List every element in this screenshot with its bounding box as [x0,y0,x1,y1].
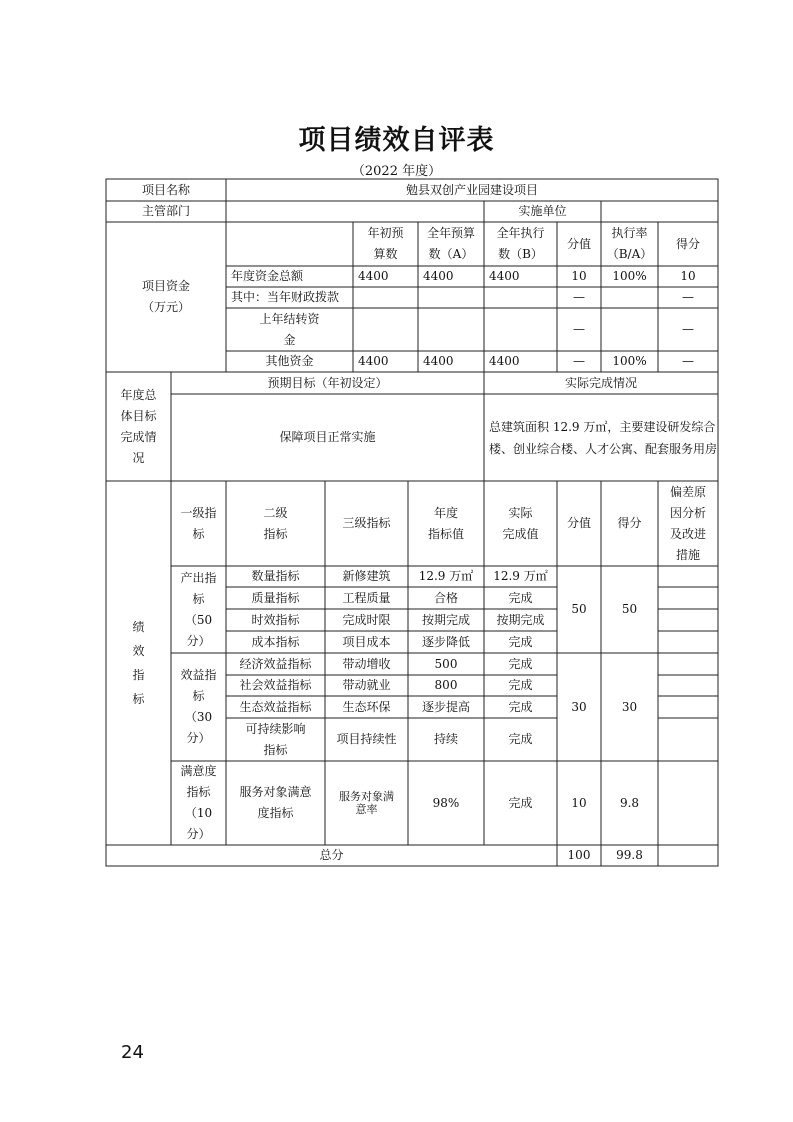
funds-row-rate [601,308,658,351]
indicator-level2: 数量指标 [251,569,300,583]
funds-row-initial: 4400 [358,354,389,368]
indicator-level3: 完成时限 [342,612,391,627]
funds-header-initial: 年初预 算数 [367,226,404,261]
goals-expected-header: 预期目标（年初设定） [267,375,388,390]
indicator-annual: 按期完成 [421,612,470,627]
indicator-actual: 完成 [508,795,533,810]
indicator-level2: 质量指标 [251,590,300,605]
funds-header-rate: 执行率 （B/A） [606,226,653,261]
indicator-level2: 经济效益指标 [239,656,312,671]
funds-row-initial [353,308,418,351]
total-label: 总分 [319,848,344,862]
funds-label: 项目资金 （万元） [141,279,190,314]
indicator-level3: 生态环保 [342,699,391,714]
funds-row-budget: 4400 [423,269,454,283]
funds-row-score: — [682,322,694,336]
indicator-actual: 完成 [508,678,533,692]
funds-row-rate [601,287,658,308]
group-level1-benefit: 效益指 标 （30 分） [180,668,217,745]
funds-row-score-value: — [573,354,585,368]
unit-label: 实施单位 [518,204,567,218]
indicator-annual: 500 [434,656,458,671]
header-level1: 一级指 标 [180,505,217,541]
header-actual: 实际 完成值 [502,505,539,541]
indicator-actual: 完成 [508,634,533,649]
project-name-value: 勉县双创产业园建设项目 [405,182,538,197]
funds-row-label: 其中：当年财政拨款 [231,290,340,304]
indicator-level3: 服务对象满 意率 [339,790,394,816]
indicator-annual: 逐步提高 [421,699,470,714]
group-score-value: 50 [571,602,587,616]
goals-actual-header: 实际完成情况 [564,375,637,390]
funds-header-score-value: 分值 [566,236,591,251]
header-level3: 三级指标 [342,516,391,530]
page-subtitle: （2022 年度） [351,164,442,179]
indicator-actual: 完成 [508,590,533,605]
group-score: 30 [621,699,638,714]
funds-row-score: 10 [680,269,696,283]
goals-label: 年度总 体目标 完成情 况 [120,387,157,465]
unit-value [601,201,718,222]
goals-actual: 总建筑面积 12.9 万㎡，主要建设研发综合楼、创业综合楼、人才公寓、配套服务用房 [489,419,718,456]
funds-row-score-value: — [573,322,585,336]
goals-expected: 保障项目正常实施 [279,430,376,444]
group-score-value: 30 [571,699,587,714]
indicator-actual: 按期完成 [496,612,545,627]
group-score: 9.8 [619,795,640,810]
project-name-label: 项目名称 [141,182,190,197]
funds-row-score-value: 10 [571,269,587,283]
funds-row-executed: 4400 [489,269,520,283]
funds-row-budget [418,308,484,351]
funds-header-budget: 全年预算 数（A） [426,226,475,261]
indicator-level3: 项目持续性 [336,732,397,746]
indicator-annual: 逐步降低 [421,634,470,649]
indicator-level3: 项目成本 [342,634,391,649]
funds-row-label: 上年结转资 金 [259,311,320,347]
header-reason: 偏差原 因分析 及改进 措施 [669,484,706,562]
group-level1-output: 产出指 标 （50 分） [180,570,217,648]
funds-row-score: — [682,354,694,368]
funds-header-score: 得分 [675,236,700,251]
funds-row-label: 其他资金 [265,354,314,368]
indicator-actual: 完成 [508,699,533,714]
indicator-annual: 合格 [433,590,458,605]
dept-value [226,201,484,222]
indicator-level2: 时效指标 [251,612,300,627]
header-annual: 年度 指标值 [427,505,464,541]
dept-label: 主管部门 [141,204,190,218]
indicator-level2: 成本指标 [251,634,300,649]
total-score: 99.8 [616,848,643,862]
indicator-level2: 可持续影响 指标 [245,721,306,757]
indicator-level3: 工程质量 [342,590,391,605]
funds-header-executed: 全年执行 数（B） [496,226,545,261]
indicator-level3: 新修建筑 [342,569,391,583]
funds-row-rate: 100% [612,269,647,283]
group-score-value: 10 [571,795,587,810]
header-score: 得分 [617,516,642,530]
funds-row-initial [353,287,418,308]
indicator-annual: 800 [434,678,458,692]
indicator-annual: 98% [432,795,460,810]
total-value: 100 [567,848,591,862]
funds-row-score-value: — [573,290,585,304]
funds-row-budget: 4400 [423,354,454,368]
funds-row-executed [484,308,557,351]
indicator-annual: 12.9 万㎡ [418,569,474,583]
group-level1-satisfaction: 满意度 指标 （10 分） [180,764,217,841]
funds-row-label: 年度资金总额 [231,269,304,283]
header-score-value: 分值 [566,516,591,530]
page-number: 24 [121,1042,144,1063]
group-score: 50 [621,602,638,616]
funds-row-initial: 4400 [358,269,389,283]
indicator-actual: 12.9 万㎡ [493,569,548,583]
indicator-level3: 带动增收 [342,656,391,671]
funds-row-score: — [682,290,694,304]
funds-row-budget [418,287,484,308]
indicator-actual: 完成 [508,732,533,746]
funds-row-executed: 4400 [489,354,520,368]
funds-row-rate: 100% [612,354,647,368]
indicator-level3: 带动就业 [342,678,391,692]
indicator-level2: 服务对象满意 度指标 [239,785,312,820]
indicator-annual: 持续 [433,732,458,746]
indicator-actual: 完成 [508,656,533,671]
indicator-level2: 生态效益指标 [239,699,312,714]
header-level2: 二级 指标 [263,505,288,541]
page-title: 项目绩效自评表 [298,125,495,156]
funds-row-executed [484,287,557,308]
indicator-level2: 社会效益指标 [239,678,312,692]
performance-label: 绩 效 指 标 [132,620,145,706]
